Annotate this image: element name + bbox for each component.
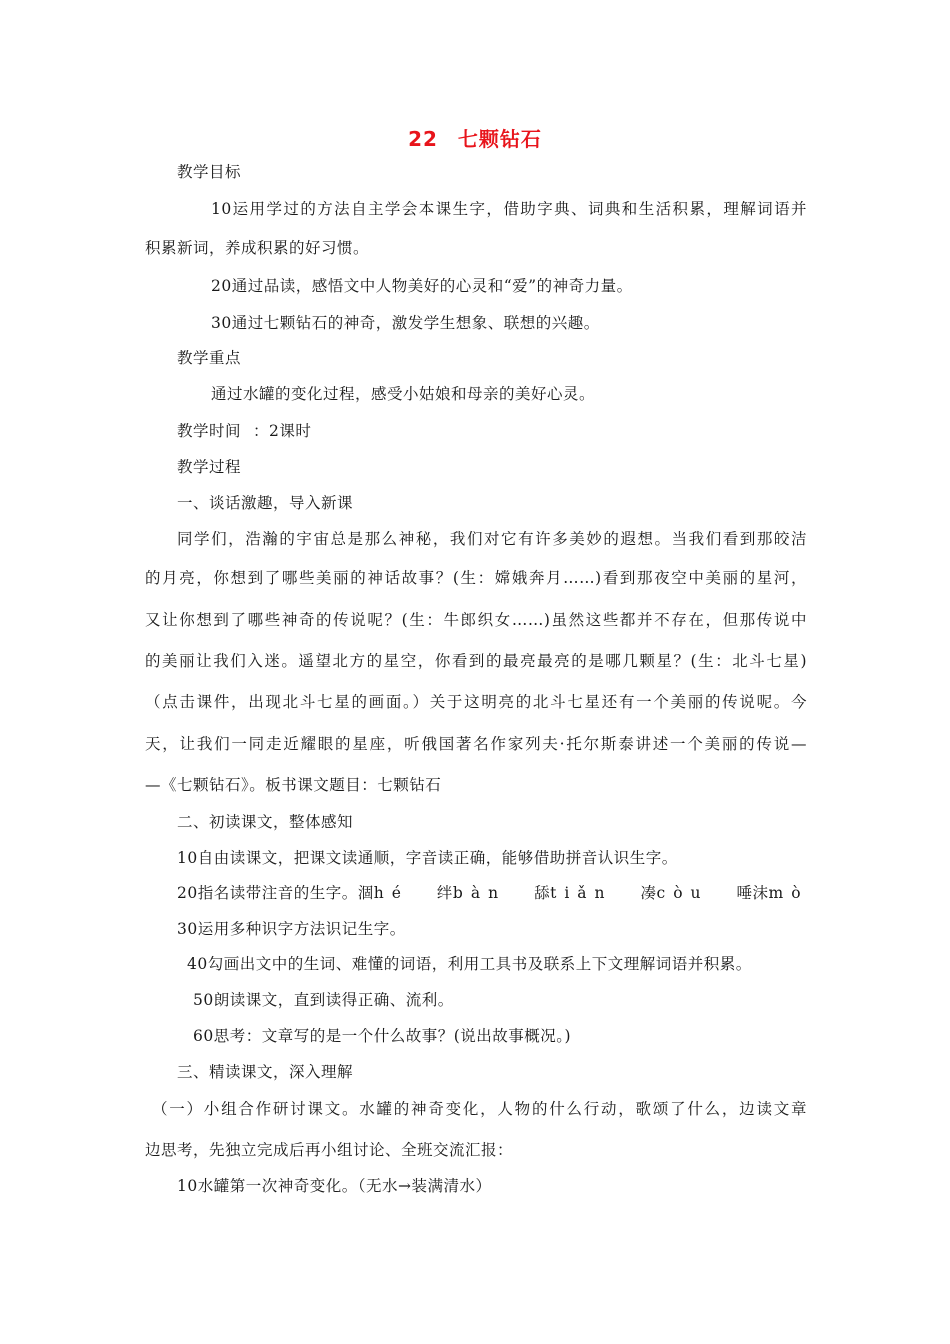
pinyin-char-3: 舔: [534, 884, 551, 902]
pinyin-2: bàn: [452, 884, 507, 902]
part-2-item-3: 30运用多种识字方法识记生字。: [177, 920, 406, 938]
part-1-line-6: 天，让我们一同走近耀眼的星座，听俄国著名作家列夫·托尔斯泰讲述一个美丽的传说—: [145, 735, 807, 753]
pinyin-3: tiǎn: [550, 884, 613, 902]
part-2-item-4: 40勾画出文中的生词、难懂的词语，利用工具书及联系上下文理解词语并积累。: [187, 955, 752, 973]
pinyin-4: còu: [656, 884, 709, 902]
part-2-item-2: [177, 883, 809, 903]
part-3-heading: 三、精读课文，深入理解: [177, 1063, 354, 1081]
key-point-heading: 教学重点: [177, 349, 242, 367]
part-1-heading: 一、谈话激趣，导入新课: [177, 494, 354, 512]
objective-3: 30通过七颗钻石的神奇，激发学生想象、联想的兴趣。: [211, 314, 600, 332]
part-1-line-5: （点击课件，出现北斗七星的画面。）关于这明亮的北斗七星还有一个美丽的传说呢。今: [145, 693, 807, 711]
teaching-time-value: ：2课时: [253, 422, 312, 440]
pinyin-5: mò: [768, 884, 809, 902]
part-3-sub-1-line-2: 边思考，先独立完成后再小组讨论、全班交流汇报：: [145, 1141, 514, 1159]
page-title: [0, 123, 950, 152]
part-1-line-3: 又让你想到了哪些神奇的传说呢？(生：牛郎织女……)虽然这些都并不存在，但那传说中: [145, 611, 807, 629]
part-1-line-1: 同学们，浩瀚的宇宙总是那么神秘，我们对它有许多美妙的遐想。当我们看到那皎洁: [177, 530, 807, 548]
pinyin-char-5: 唾沫: [736, 884, 769, 902]
part-3-sub-1-line-1: （一）小组合作研讨课文。水罐的神奇变化，人物的什么行动，歌颂了什么，边读文章: [152, 1100, 807, 1118]
part-1-line-2: 的月亮，你想到了哪些美丽的神话故事？(生：嫦娥奔月……)看到那夜空中美丽的星河，: [145, 569, 807, 587]
teaching-time: [177, 421, 311, 441]
teaching-time-label: 教学时间: [177, 422, 242, 440]
lesson-title: 七颗钻石: [457, 127, 542, 151]
part-2-heading: 二、初读课文，整体感知: [177, 813, 354, 831]
process-heading: 教学过程: [177, 458, 242, 476]
key-point-text: 通过水罐的变化过程，感受小姑娘和母亲的美好心灵。: [211, 385, 596, 403]
pinyin-1: hé: [373, 884, 409, 902]
part-1-line-7: —《七颗钻石》。板书课文题目：七颗钻石: [145, 776, 442, 794]
part-2-item-2-text: 20指名读带注音的生字。: [177, 884, 358, 902]
objective-2: 20通过品读，感悟文中人物美好的心灵和“爱”的神奇力量。: [211, 277, 633, 295]
objective-1-line-1: 10运用学过的方法自主学会本课生字，借助字典、词典和生活积累，理解词语并: [211, 200, 807, 218]
lesson-number: 22: [408, 127, 438, 151]
objective-1-line-2: 积累新词，养成积累的好习惯。: [145, 239, 370, 257]
pinyin-char-2: 绊: [436, 884, 453, 902]
part-2-item-5: 50朗读课文，直到读得正确、流利。: [193, 991, 454, 1009]
part-3-item-1: 10水罐第一次神奇变化。（无水→装满清水）: [177, 1177, 492, 1195]
pinyin-char-4: 凑: [640, 884, 657, 902]
pinyin-char-1: 涸: [357, 884, 374, 902]
part-2-item-6: 60思考：文章写的是一个什么故事？(说出故事概况。): [193, 1027, 572, 1045]
part-2-item-1: 10自由读课文，把课文读通顺，字音读正确，能够借助拼音认识生字。: [177, 849, 678, 867]
part-1-line-4: 的美丽让我们入迷。遥望北方的星空，你看到的最亮最亮的是哪几颗星？(生：北斗七星): [145, 652, 807, 670]
objectives-heading: 教学目标: [177, 163, 242, 181]
